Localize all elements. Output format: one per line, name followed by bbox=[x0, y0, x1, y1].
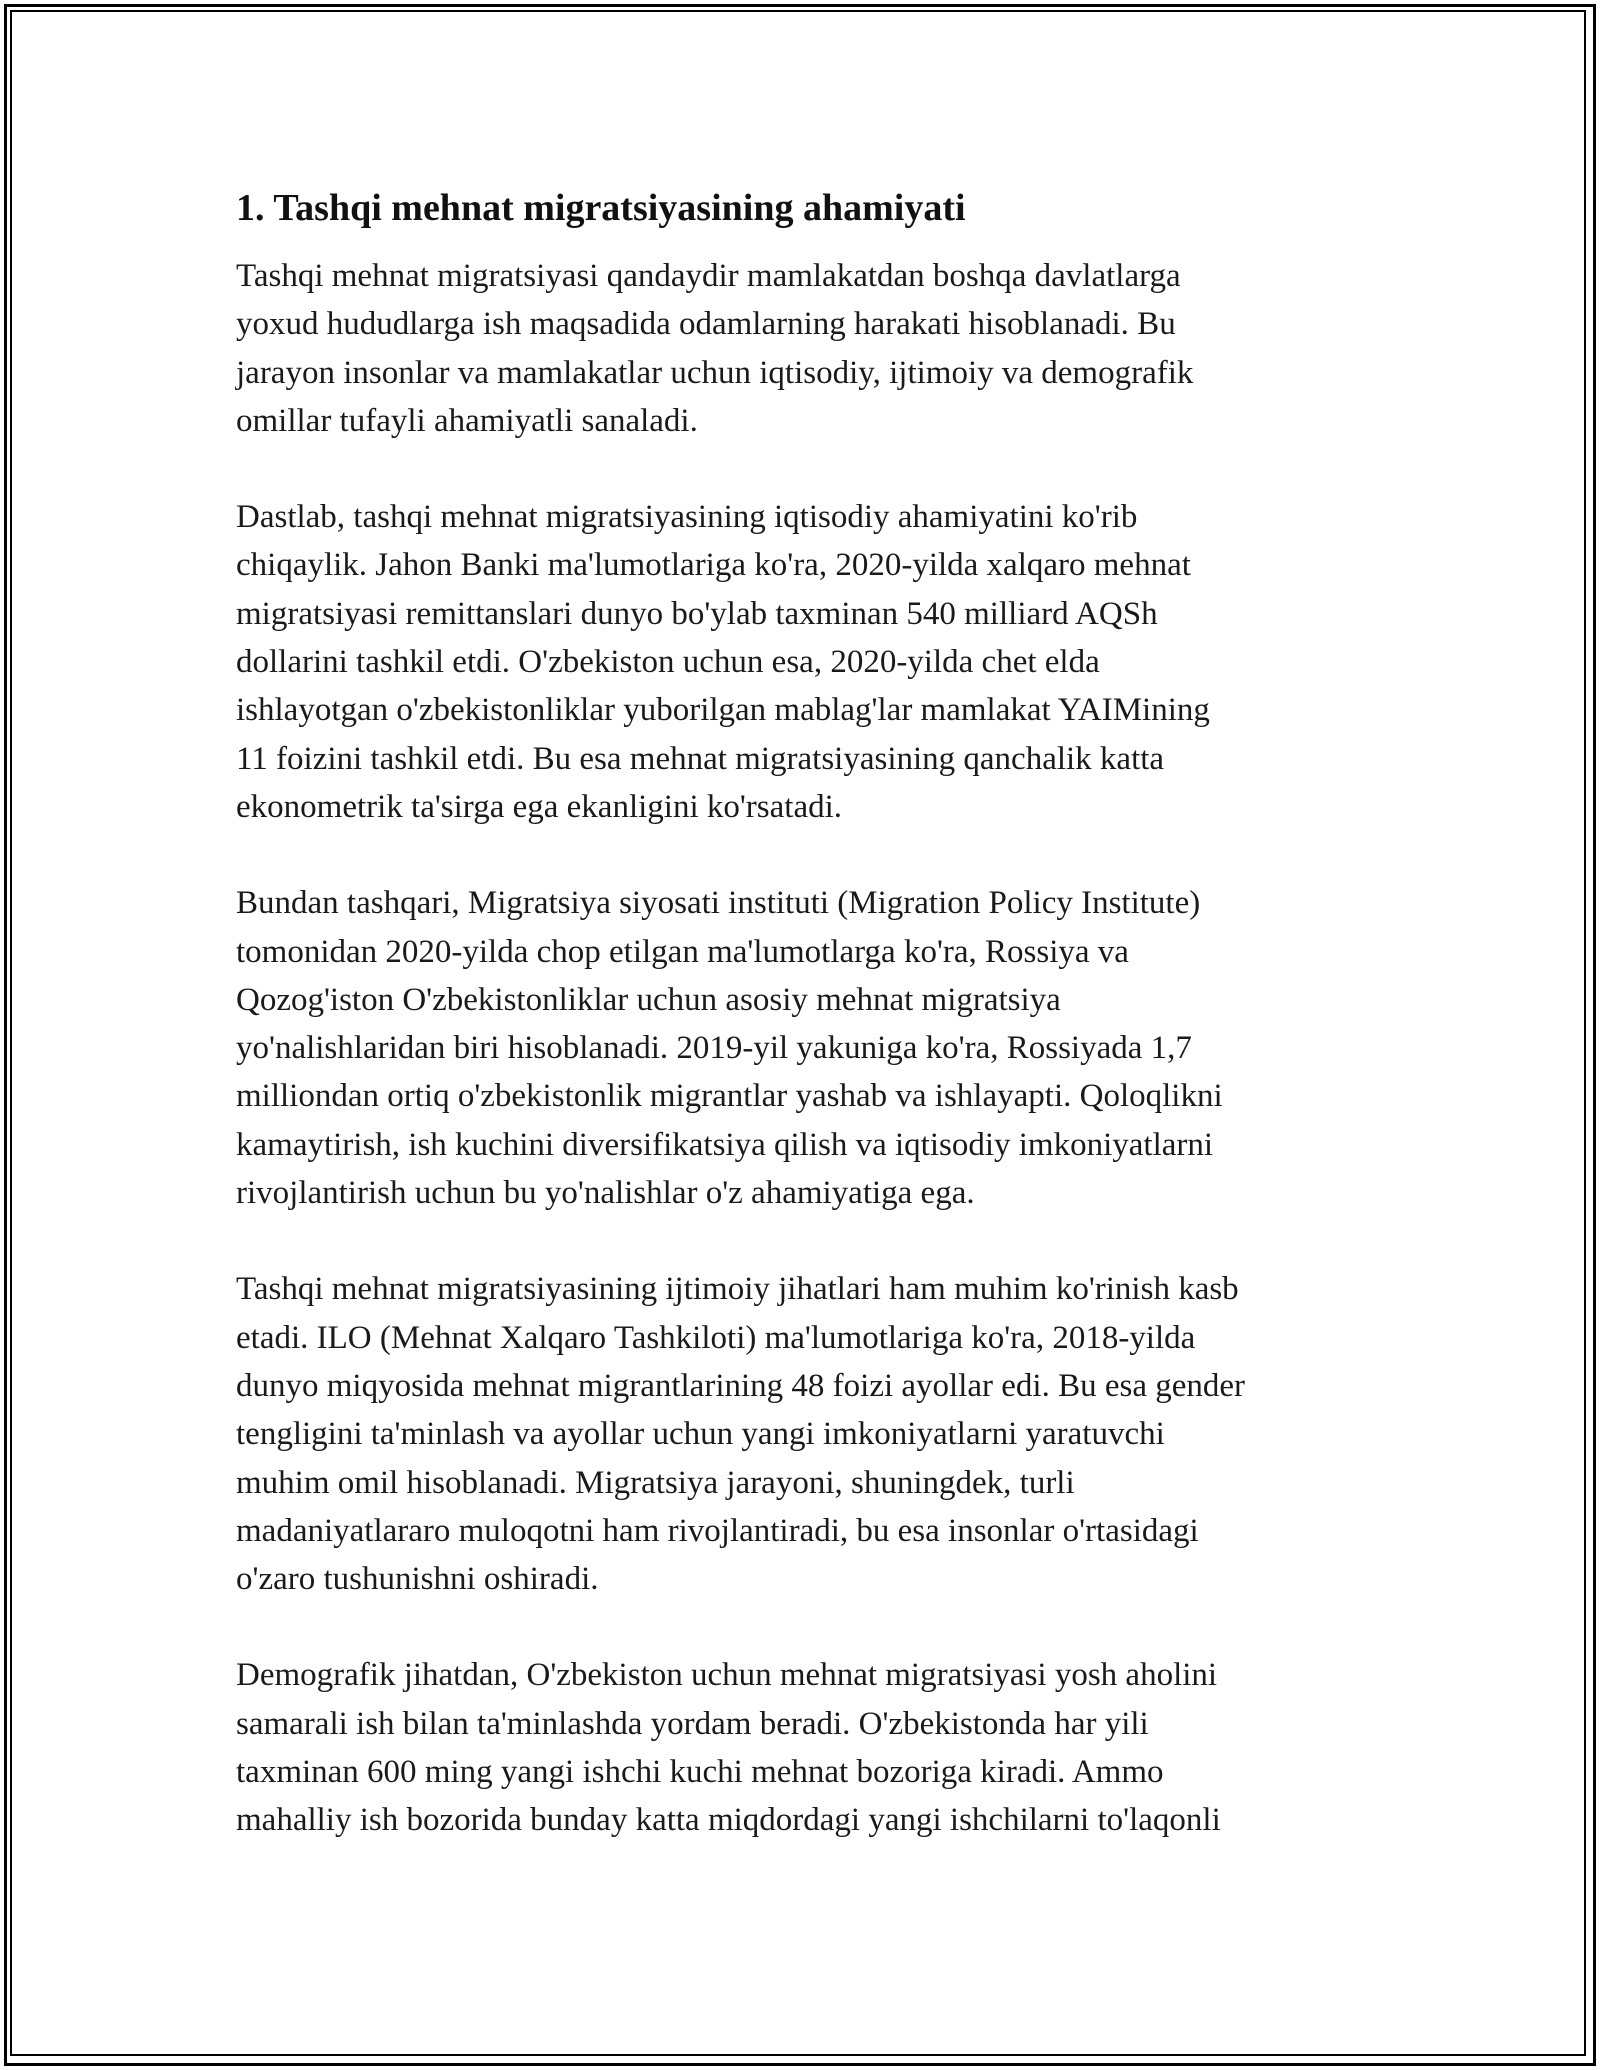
section-heading: 1. Tashqi mehnat migratsiyasining ahamiyati bbox=[236, 187, 966, 229]
paragraph-1: Tashqi mehnat migratsiyasi qandaydir mamlakatdan boshqa davlatlarga yoxud hududlarga ish maqsadida odamlarning harakati hisoblanadi. Bu jarayon insonlar va mamlakatlar uchun iqtisodiy, ijtimoiy va demografik omillar tufayli ahamiyatli sanaladi. bbox=[236, 258, 1194, 439]
document-body bbox=[236, 184, 1376, 1893]
paragraph-3: Bundan tashqari, Migratsiya siyosati instituti (Migration Policy Institute) tomonidan 2020-yilda chop etilgan ma'lumotlarga ko'ra, Rossiya va Qozog'iston O'zbekistonliklar uchun asosiy mehnat migratsiya yo'nalishlaridan biri hisoblanadi. 2019-yil yakuniga ko'ra, Rossiyada 1,7 milliondan ortiq o'zbekistonlik migrantlar yashab va ishlayapti. Qoloqlikni kamaytirish, ish kuchini diversifikatsiya qilish va iqtisodiy imkoniyatlarni rivojlantirish uchun bu yo'nalishlar o'z ahamiyatiga ega. bbox=[236, 885, 1223, 1212]
paragraph-2: Dastlab, tashqi mehnat migratsiyasining iqtisodiy ahamiyatini ko'rib chiqaylik. Jahon Banki ma'lumotlariga ko'ra, 2020-yilda xalqaro mehnat migratsiyasi remittanslari dunyo bo'ylab taxminan 540 milliard AQSh dollarini tashkil etdi. O'zbekiston uchun esa, 2020-yilda chet elda ishlayotgan o'zbekistonliklar yuborilgan mablag'lar mamlakat YAIMining 11 foizini tashkil etdi. Bu esa mehnat migratsiyasining qanchalik katta ekonometrik ta'sirga ega ekanligini ko'rsatadi. bbox=[236, 499, 1210, 825]
paragraph-5: Demografik jihatdan, O'zbekiston uchun mehnat migratsiyasi yosh aholini samarali ish bilan ta'minlashda yordam beradi. O'zbekistonda har yili taxminan 600 ming yangi ishchi kuchi mehnat bozoriga kiradi. Ammo mahalliy ish bozorida bunday katta miqdordagi yangi ishchilarni to'laqonli bbox=[236, 1657, 1221, 1839]
paragraph-4: Tashqi mehnat migratsiyasining ijtimoiy jihatlari ham muhim ko'rinish kasb etadi. ILO (Mehnat Xalqaro Tashkiloti) ma'lumotlariga ko'ra, 2018-yilda dunyo miqyosida mehnat migrantlarining 48 foizi ayollar edi. Bu esa gender tengligini ta'minlash va ayollar uchun yangi imkoniyatlarni yaratuvchi muhim omil hisoblanadi. Migratsiya jarayoni, shuningdek, turli madaniyatlararo muloqotni ham rivojlantiradi, bu esa insonlar o'rtasidagi o'zaro tushunishni oshiradi. bbox=[236, 1271, 1245, 1598]
